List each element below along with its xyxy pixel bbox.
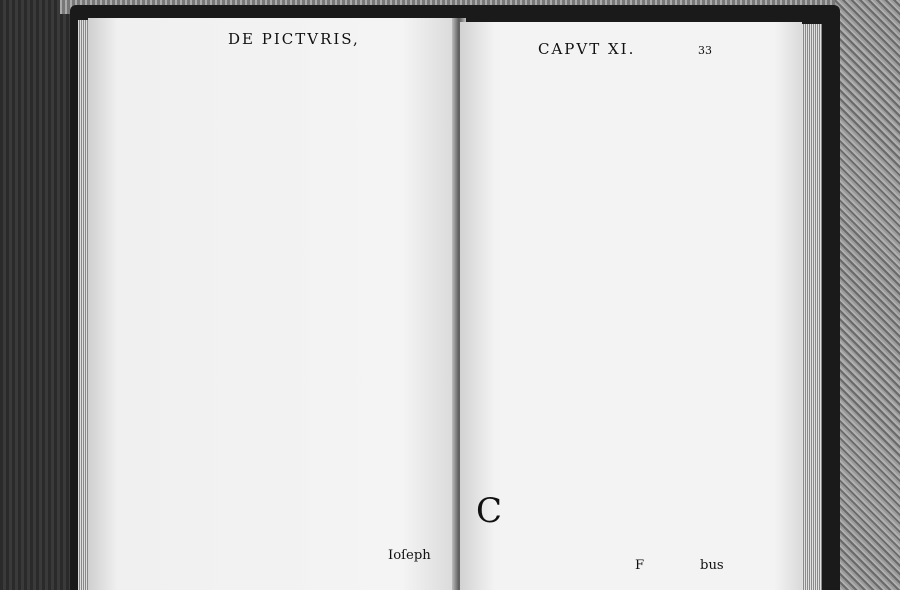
signature-mark: F — [635, 558, 645, 573]
drop-cap: C — [476, 491, 503, 531]
right-page — [460, 22, 802, 590]
running-head-left: DE PICTVRIS, — [228, 30, 360, 48]
left-page — [88, 18, 458, 590]
catchword-right: bus — [700, 558, 724, 573]
running-head-right: CAPVT XI. — [538, 40, 636, 58]
catchword-left: Ioſeph — [388, 548, 431, 563]
page-number: 33 — [698, 44, 712, 57]
right-page-edges — [800, 24, 822, 590]
fabric-background-right — [835, 0, 900, 590]
